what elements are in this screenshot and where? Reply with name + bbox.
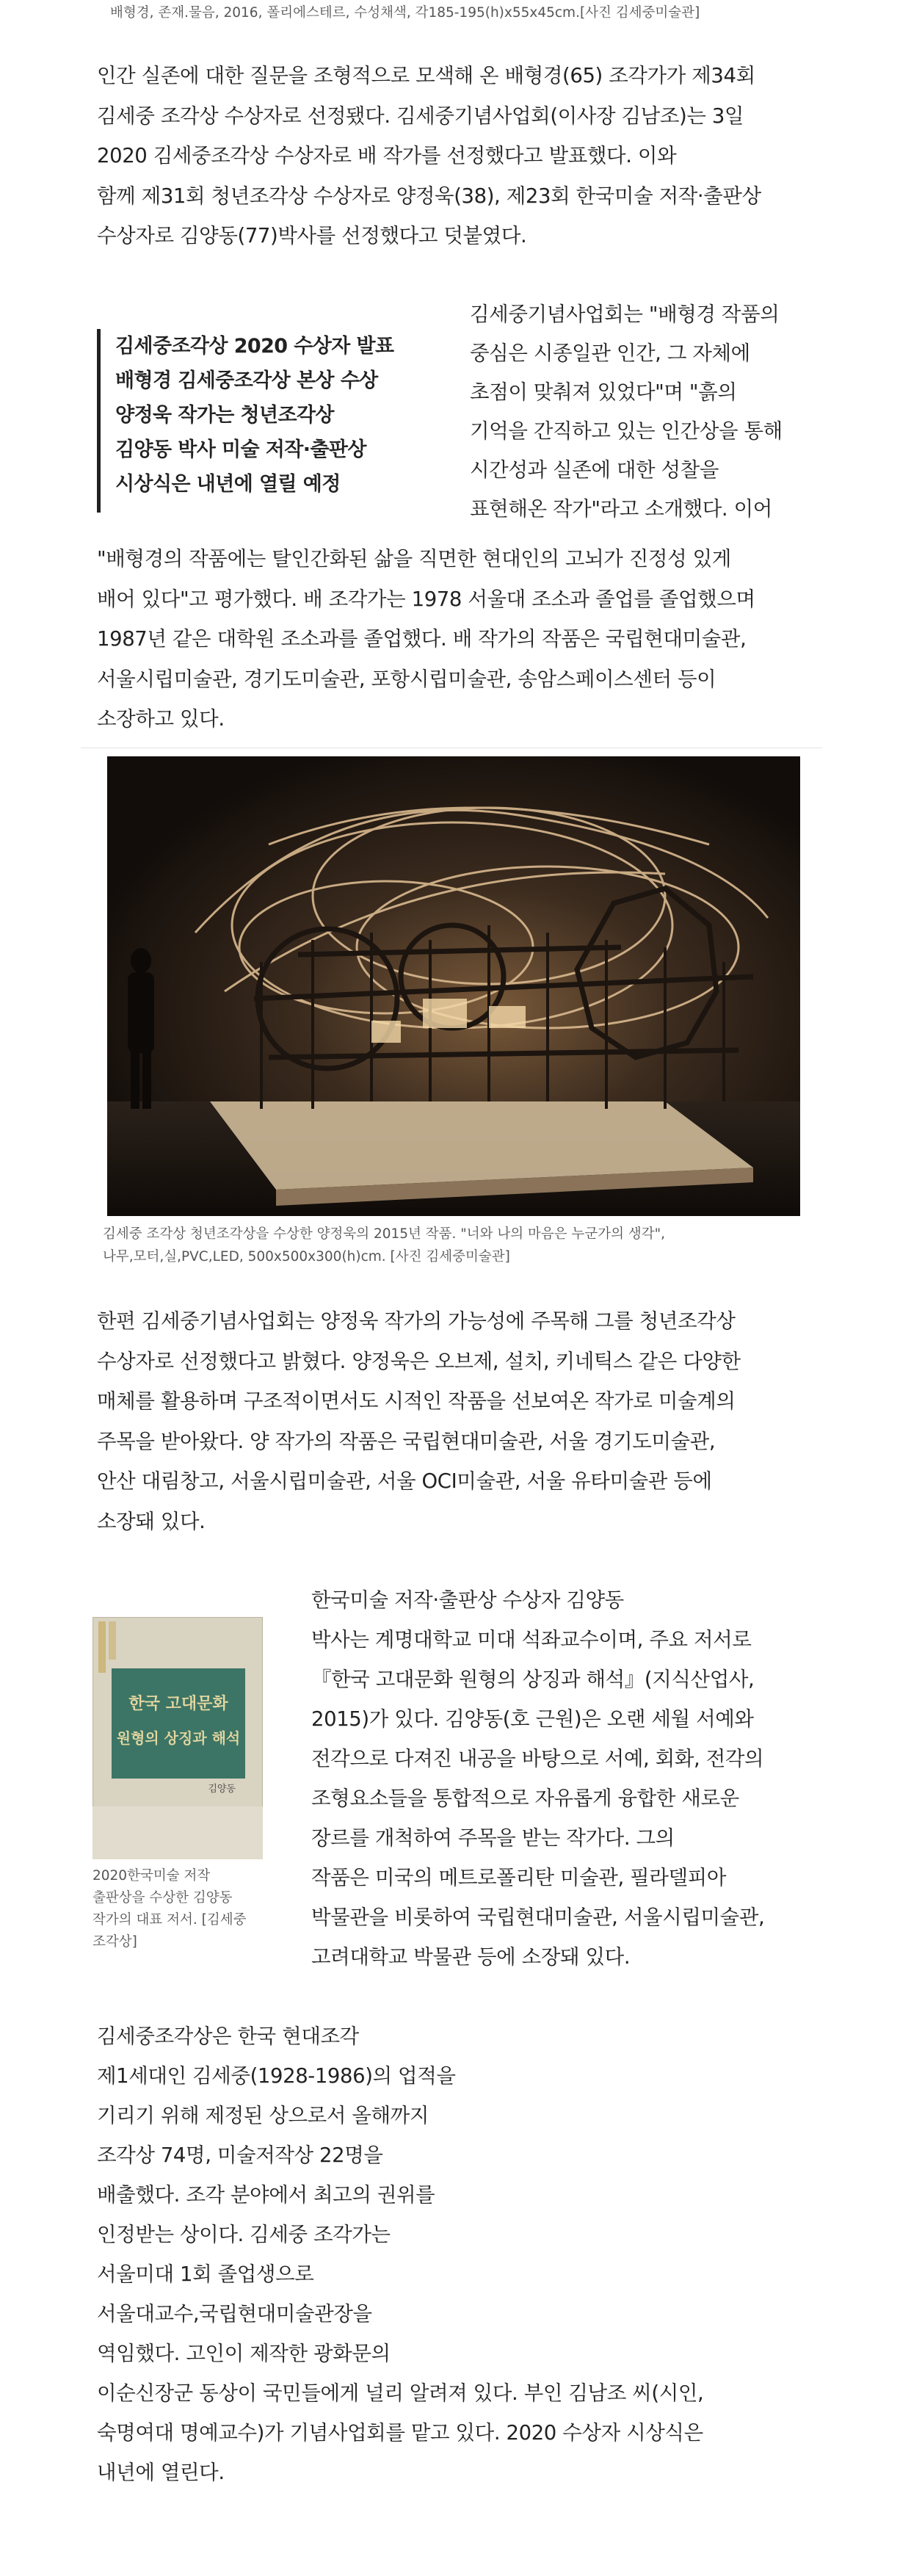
text-line: 김세중기념사업회는 "배형경 작품의: [470, 303, 780, 326]
text-line: 2015)가 있다. 김양동(호 근원)은 오랜 세월 서예와: [311, 1707, 754, 1731]
highlight-line: 양정욱 작가는 청년조각상: [115, 404, 334, 427]
highlight-line: 김양동 박사 미술 저작·출판상: [115, 438, 366, 461]
artwork-photo: [107, 756, 800, 1216]
text-line: 전각으로 다져진 내공을 바탕으로 서예, 회화, 전각의: [311, 1747, 764, 1770]
text-line: 수상자로 김양동(77)박사를 선정했다고 덧붙였다.: [97, 224, 527, 247]
text-line: 중심은 시종일관 인간, 그 자체에: [470, 341, 750, 365]
text-line: 조형요소들을 통합적으로 자유롭게 융합한 새로운: [311, 1787, 739, 1810]
text-line: 인간 실존에 대한 질문을 조형적으로 모색해 온 배형경(65) 조각가가 제34회: [97, 64, 755, 87]
text-line: 서울미대 1회 졸업생으로: [97, 2262, 314, 2286]
text-line: 김세중조각상은 한국 현대조각: [97, 2025, 359, 2048]
book-cover-image: [92, 1617, 263, 1859]
text-line: 표현해온 작가"라고 소개했다. 이어: [470, 497, 772, 521]
text-line: 1987년 같은 대학원 조소과를 졸업했다. 배 작가의 작품은 국립현대미술관,: [97, 627, 747, 651]
text-line: 배출했다. 조각 분야에서 최고의 권위를: [97, 2183, 435, 2207]
text-line: 장르를 개척하여 주목을 받는 작가다. 그의: [311, 1826, 675, 1850]
side-paragraph: [470, 295, 783, 529]
caption-line: 김세중 조각상 청년조각상을 수상한 양정욱의 2015년 작품. "너와 나의 마음은 누군가의 생각",: [103, 1226, 666, 1242]
caption-line: 출판상을 수상한 김양동: [92, 1890, 233, 1906]
text-line: 소장돼 있다.: [97, 1509, 206, 1533]
artwork-illustration: [107, 756, 800, 1216]
text-line: 함께 제31회 청년조각상 수상자로 양정욱(38), 제23회 한국미술 저작·출판상: [97, 184, 761, 208]
text-line: 초점이 맞춰져 있었다"며 "흙의: [470, 380, 737, 404]
highlight-line: 배형경 김세중조각상 본상 수상: [115, 369, 378, 392]
text-line: 한국미술 저작·출판상 수상자 김양동: [311, 1588, 624, 1612]
text-line: 이순신장군 동상이 국민들에게 널리 알려져 있다. 부인 김남조 씨(시인,: [97, 2381, 704, 2405]
text-line: 한편 김세중기념사업회는 양정욱 작가의 가능성에 주목해 그를 청년조각상: [97, 1309, 736, 1333]
caption-line: 작가의 대표 저서. [김세중: [92, 1912, 247, 1928]
text-line: 소장하고 있다.: [97, 707, 225, 731]
book-title-line-1: 한국 고대문화: [128, 1694, 228, 1713]
award-paragraph: [97, 2016, 703, 2492]
text-line: 인정받는 상이다. 김세중 조각가는: [97, 2223, 391, 2246]
text-line: 박물관을 비롯하여 국립현대미술관, 서울시립미술관,: [311, 1906, 765, 1929]
text-line: 박사는 계명대학교 미대 석좌교수이며, 주요 저서로: [311, 1628, 752, 1651]
text-line: 서울대교수,국립현대미술관장을: [97, 2302, 372, 2326]
text-line: 역임했다. 고인이 제작한 광화문의: [97, 2342, 391, 2365]
kim-paragraph: [311, 1580, 764, 1977]
text-line: 수상자로 선정했다고 밝혔다. 양정욱은 오브제, 설치, 키네틱스 같은 다양한: [97, 1349, 741, 1373]
text-line: 배어 있다"고 평가했다. 배 조각가는 1978 서울대 조소과 졸업를 졸업했으며: [97, 587, 755, 611]
highlight-line: 김세중조각상 2020 수상자 발표: [115, 335, 394, 358]
caption-line: 2020한국미술 저작: [92, 1868, 211, 1884]
highlight-box: [97, 329, 442, 513]
text-line: 서울시립미술관, 경기도미술관, 포항시립미술관, 송암스페이스센터 등이: [97, 667, 716, 691]
text-line: "배형경의 작품에는 탈인간화된 삶을 직면한 현대인의 고뇌가 진정성 있게: [97, 547, 731, 571]
text-line: 매체를 활용하며 구조적이면서도 시적인 작품을 선보여온 작가로 미술계의: [97, 1389, 736, 1413]
text-line: 기억을 간직하고 있는 인간상을 통해: [470, 419, 783, 443]
text-line: 내년에 열린다.: [97, 2461, 225, 2484]
text-line: 2020 김세중조각상 수상자로 배 작가를 선정했다고 발표했다. 이와: [97, 144, 677, 167]
book-title-line-2: 원형의 상징과 해석: [116, 1729, 241, 1747]
highlight-line: 시상식은 내년에 열릴 예정: [115, 473, 341, 496]
continued-paragraph: [97, 539, 755, 739]
text-line: 안산 대림창고, 서울시립미술관, 서울 OCI미술관, 서울 유타미술관 등에: [97, 1469, 712, 1493]
text-line: 김세중 조각상 수상자로 선정됐다. 김세중기념사업회(이사장 김남조)는 3일: [97, 104, 744, 128]
text-line: 고려대학교 박물관 등에 소장돼 있다.: [311, 1945, 631, 1969]
caption-line: 조각상]: [92, 1934, 137, 1950]
text-line: 숙명여대 명예교수)가 기념사업회를 맡고 있다. 2020 수상자 시상식은: [97, 2421, 703, 2445]
top-photo-caption: 배형경, 존재.물음, 2016, 폴리에스테르, 수성채색, 각185-195(h)x55x45cm.[사진 김세중미술관]: [110, 5, 700, 21]
text-line: 시간성과 실존에 대한 성찰을: [470, 458, 719, 482]
book-author: 김양동: [208, 1784, 236, 1795]
text-line: 기리기 위해 제정된 상으로서 올해까지: [97, 2104, 429, 2127]
book-cover-illustration: [92, 1617, 263, 1859]
text-line: 조각상 74명, 미술저작상 22명을: [97, 2143, 383, 2167]
text-line: 주목을 받아왔다. 양 작가의 작품은 국립현대미술관, 서울 경기도미술관,: [97, 1429, 716, 1453]
caption-line: 나무,모터,실,PVC,LED, 500x500x300(h)cm. [사진 김세중미술관]: [103, 1249, 510, 1265]
intro-paragraph: [97, 56, 761, 256]
text-line: 제1세대인 김세중(1928-1986)의 업적을: [97, 2064, 456, 2088]
book-caption: [92, 1865, 246, 1953]
yang-paragraph: [97, 1301, 741, 1541]
text-line: 작품은 미국의 메트로폴리탄 미술관, 필라델피아: [311, 1866, 727, 1889]
photo-caption: [103, 1223, 665, 1268]
text-line: 『한국 고대문화 원형의 상징과 해석』(지식산업사,: [311, 1668, 755, 1691]
